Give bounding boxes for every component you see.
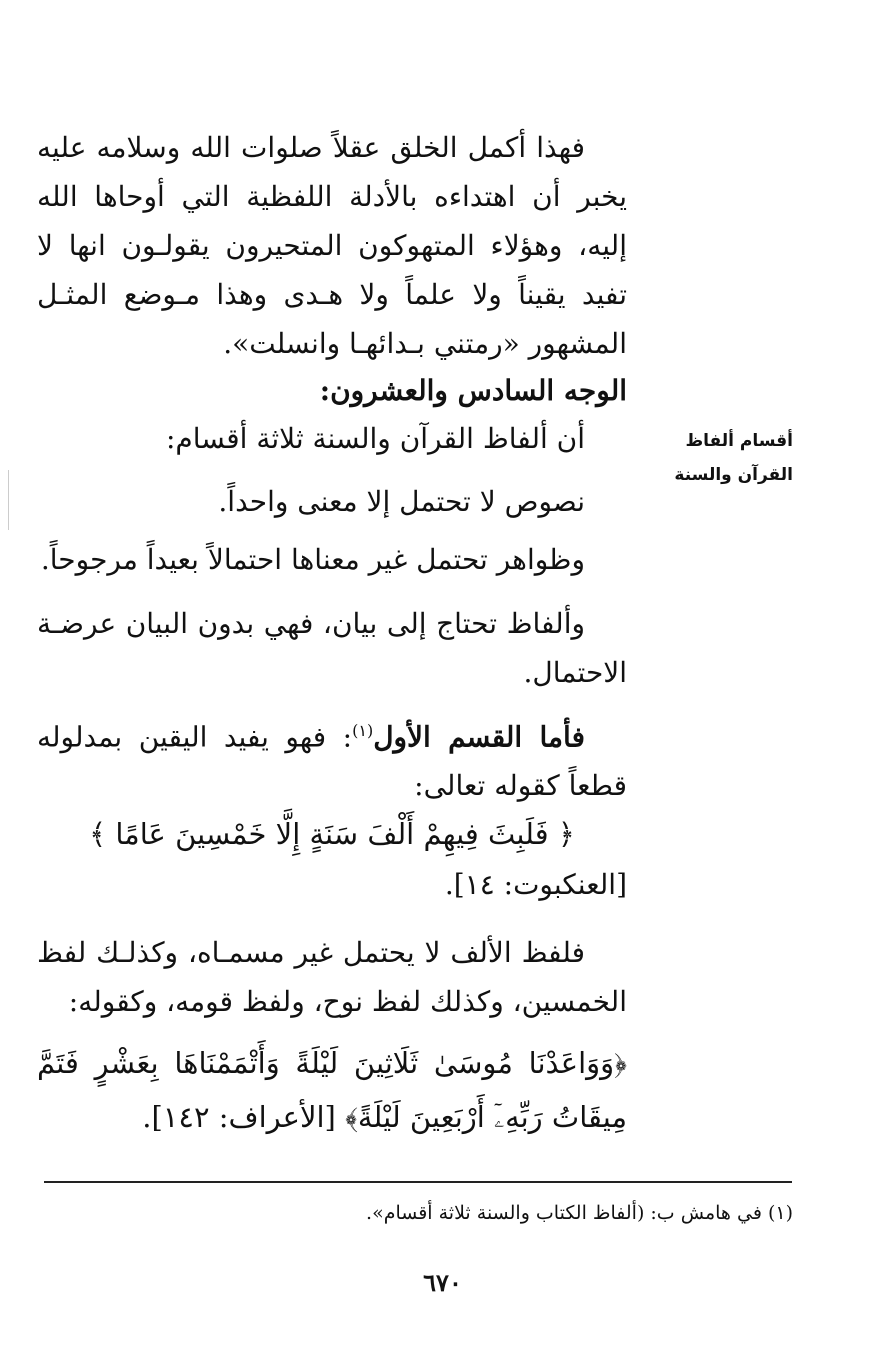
paragraph-6-rest: : فهو يفيد اليقين بمدلوله قطعاً كقوله تعالى: [37, 720, 627, 803]
section-label: فأما القسم الأول [373, 720, 585, 754]
paragraph-5: وألفاظ تحتاج إلى بيان، فهي بدون البيان عرضـة الاحتمال. [37, 607, 627, 689]
quran-verse-1: ﴿ فَلَبِثَ فِيهِمْ أَلْفَ سَنَةٍ إِلَّا خَمْسِينَ عَامًا ﴾ [89, 817, 575, 851]
quran-verse-2 [37, 1036, 627, 1144]
paragraph-3: نصوص لا تحتمل إلا معنى واحداً. [218, 485, 585, 518]
paragraph-6 [37, 706, 627, 810]
paragraph-4: وظواهر تحتمل غير معناها احتمالاً بعيداً مرجوحاً. [40, 543, 585, 576]
footnote-divider [44, 1181, 792, 1183]
footnote: (١) في هامش ب: (ألفاظ الكتاب والسنة ثلاثة أقسام». [366, 1202, 793, 1224]
verse-2-text: ﴿وَوَاعَدْنَا مُوسَىٰ ثَلَاثِينَ لَيْلَةً وَأَتْمَمْنَاهَا بِعَشْرٍ فَتَمَّ مِيقَاتُ رَبِّهِۦٓ أَرْبَعِينَ لَيْلَةً﴾ [37, 1046, 627, 1134]
paragraph-7: فلفظ الألف لا يحتمل غير مسمـاه، وكذلـك لفظ الخمسين، وكذلك لفظ نوح، ولفظ قومه، وكقوله: [37, 936, 627, 1018]
footnote-ref: (١) [352, 721, 374, 740]
margin-note: أقسام ألفاظ القرآن والسنة [674, 431, 793, 485]
paragraph-2: أن ألفاظ القرآن والسنة ثلاثة أقسام: [165, 422, 585, 455]
page-number: ٦٧٠ [423, 1268, 462, 1297]
scan-edge-mark [8, 470, 9, 530]
verse-reference-1: [العنكبوت: ١٤]. [444, 868, 627, 901]
paragraph-1: فهذا أكمل الخلق عقلاً صلوات الله وسلامه عليه يخبر أن اهتداءه بالأدلة اللفظية التي أوحاها الله إليه، وهؤلاء المتهوكون المتحيرون يقولـون انها لا تفيد يقيناً ولا علماً ولا هـدى وهذا مـوضع المثـل المشهور «رمتني بـدائهـا وانسلت». [37, 131, 627, 360]
verse-reference-2: [الأعراف: ١٤٢]. [142, 1100, 336, 1134]
section-heading: الوجه السادس والعشرون: [319, 374, 627, 407]
